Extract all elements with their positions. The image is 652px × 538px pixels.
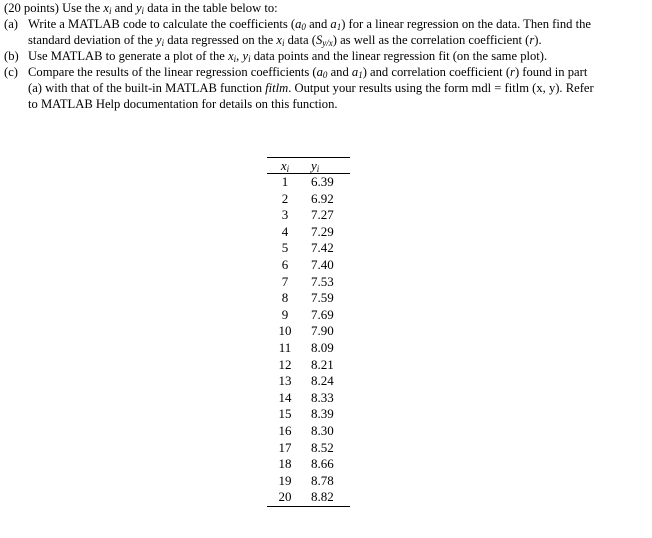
cell-y: 7.42 — [311, 240, 334, 256]
cell-y: 7.40 — [311, 256, 334, 272]
cell-y: 8.66 — [311, 456, 334, 472]
column-header-x: $x_i$ — [267, 158, 303, 174]
cell-y: 8.24 — [311, 373, 334, 389]
cell-y: 7.27 — [311, 207, 334, 223]
table-row — [267, 274, 350, 291]
cell-y: 8.09 — [311, 339, 334, 355]
table-row — [267, 406, 350, 423]
table-row — [267, 373, 350, 390]
intro-text: data in the table below to: — [144, 1, 278, 15]
cell-y: 7.59 — [311, 290, 334, 306]
table-row — [267, 489, 350, 506]
cell-y: 7.90 — [311, 323, 334, 339]
part-a-line-2: standard deviation of the $y_i$ data regressed on the $x_i$ data $(S_{y/x})$ as well as the correlation coefficient (r). — [28, 33, 542, 48]
var-x-sub: i — [108, 6, 112, 16]
cell-x: 5 — [281, 240, 289, 256]
var-y-sub: i — [141, 6, 145, 16]
cell-y: 8.52 — [311, 439, 334, 455]
cell-x: 14 — [278, 389, 292, 405]
cell-y: 7.29 — [311, 223, 334, 239]
cell-y: 8.30 — [311, 422, 334, 438]
cell-x: 8 — [281, 290, 289, 306]
cell-x: 15 — [278, 406, 292, 422]
data-table — [267, 157, 350, 507]
column-header-y: $y_i$ — [303, 158, 350, 174]
table-header-row — [267, 158, 350, 174]
table-row — [267, 456, 350, 473]
intro-text: and — [111, 1, 136, 15]
part-c — [4, 64, 644, 112]
cell-x: 16 — [278, 422, 292, 438]
cell-y: 8.21 — [311, 356, 334, 372]
var-y: y — [135, 1, 142, 15]
cell-x: 13 — [278, 373, 292, 389]
cell-y: 7.53 — [311, 273, 334, 289]
table-row — [267, 340, 350, 357]
table-row — [267, 174, 350, 191]
var-x: x — [103, 1, 109, 15]
cell-x: 9 — [281, 306, 289, 322]
cell-x: 20 — [267, 489, 303, 506]
table-row — [267, 191, 350, 208]
table-row — [267, 307, 350, 324]
cell-x: 11 — [278, 339, 292, 355]
part-c-line-1: Compare the results of the linear regression coefficients ($a_0$ and $a_1$) and correlation coefficient (r) found in part — [28, 65, 588, 80]
table-row — [267, 440, 350, 457]
problem-statement — [4, 0, 644, 112]
cell-y: 6.39 — [311, 174, 334, 189]
part-b-line-1: Use MATLAB to generate a plot of the $x_i$, $y_i$ data points and the linear regression fit (on the same plot). — [28, 49, 548, 64]
table-row — [267, 257, 350, 274]
part-a-line-1: Write a MATLAB code to calculate the coefficients ($a_0$ and $a_1$) for a linear regression on the data. Then find the — [28, 17, 592, 32]
cell-x: 17 — [278, 439, 292, 455]
part-b — [4, 48, 644, 64]
part-c-line-3: to MATLAB Help documentation for details on this function. — [28, 97, 338, 111]
table-row — [267, 290, 350, 307]
part-a-tag: (a) — [4, 17, 18, 31]
table-row — [267, 357, 350, 374]
table-row — [267, 323, 350, 340]
table-row — [267, 390, 350, 407]
cell-y: 7.69 — [311, 306, 334, 322]
part-a — [4, 16, 644, 48]
cell-y: 8.39 — [311, 406, 334, 422]
intro-text: (20 points) Use the — [4, 1, 104, 15]
table-row — [267, 240, 350, 257]
problem-intro — [4, 0, 644, 16]
cell-x: 6 — [281, 256, 289, 272]
cell-y: 8.82 — [303, 489, 350, 506]
part-c-tag: (c) — [4, 65, 18, 79]
table-row — [267, 473, 350, 490]
cell-x: 19 — [278, 472, 292, 488]
part-b-tag: (b) — [4, 49, 19, 63]
part-c-line-2: (a) with that of the built-in MATLAB function fitlm. Output your results using the form mdl = fitlm (x, y). Refer — [28, 81, 594, 95]
cell-x: 7 — [281, 273, 289, 289]
cell-x: 10 — [278, 323, 292, 339]
cell-y: 8.78 — [311, 472, 334, 488]
cell-y: 6.92 — [311, 190, 334, 206]
cell-x: 3 — [281, 207, 289, 223]
cell-y: 8.33 — [311, 389, 334, 405]
table-row — [267, 423, 350, 440]
cell-x: 4 — [281, 223, 289, 239]
cell-x: 2 — [281, 190, 289, 206]
cell-x: 12 — [278, 356, 292, 372]
table-row — [267, 224, 350, 241]
cell-x: 18 — [278, 456, 292, 472]
table-row — [267, 207, 350, 224]
cell-x: 1 — [281, 174, 289, 189]
table-body — [267, 174, 350, 507]
